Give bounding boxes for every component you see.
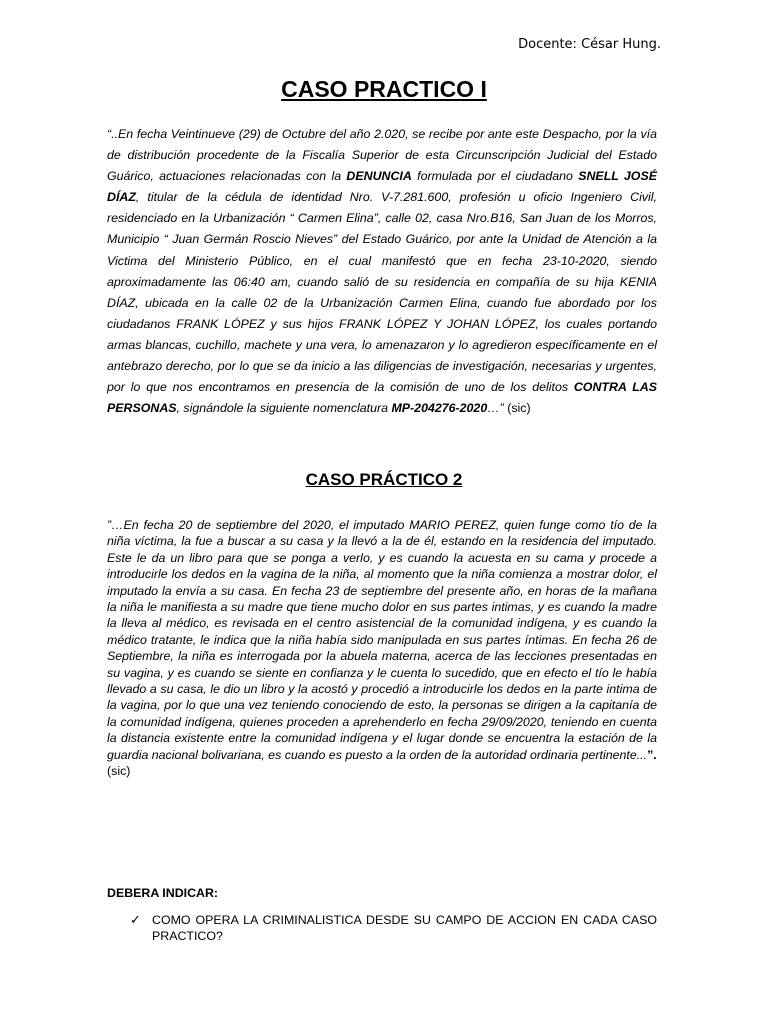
case1-text: “..En fecha Veintinueve (29) de Octubre del año 2.020, se recibe por ante este Despacho, por la vía de distribución procedente de la Fiscalía Superior de esta Circunscripción Judicial del Estado Guárico, actuaciones relacionadas con la — [107, 127, 657, 184]
case1-emphasis: MP-204276-2020 — [391, 401, 488, 416]
case1-text: …” — [487, 401, 504, 416]
case2-closing: ”. — [647, 747, 657, 762]
teacher-name: Docente: César Hung. — [518, 37, 661, 52]
case2-title: CASO PRÁCTICO 2 — [305, 470, 463, 489]
case1-title: CASO PRACTICO I — [281, 76, 487, 102]
case1-emphasis: DENUNCIA — [346, 169, 412, 184]
case2-body: ”…En fecha 20 de septiembre del 2020, el imputado MARIO PEREZ, quien funge como tío de la niña víctima, la fue a buscar a su casa y la llevó a la de él, estando en la residencia del imputado. Este le da un libro para que se ponga a verlo, y es cuando la acuesta en su cama y procede a introducirle los dedos en la vagina de la niña, al momento que la niña comienza a mostrar dolor, el imputado la envía a su casa. En fecha 23 de septiembre del presente año, en horas de la mañana la niña le manifiesta a su madre que tiene mucho dolor en sus partes intimas, y es cuando la madre la lleva al médico, es revisada en el centro asistencial de la comunidad indígena, y es cuando la médico tratante, le indica que la niña había sido manipulada en sus partes íntimas. En fecha 26 de Septiembre, la niña es interrogada por la abuela materna, acerca de las lecciones presentadas en su vagina, y es cuando se siente en confianza y le cuenta lo sucedido, que en efecto el tío le había llevado a su casa, le dio un libro y la acostó y procedió a introducirle los dedos en la parte intima de la vagina, por lo que una vez teniendo conociendo de esto, la personas se dirigen a la capitanía de la comunidad indígena, quienes proceden a aprehenderlo en fecha 29/09/2020, teniendo en cuenta la distancia existente entre la comunidad indígena y el lugar donde se encuentra la estación de la guardia nacional bolivariana, es cuando es puesto a la orden de la autoridad ordinaria pertinente... — [107, 518, 657, 762]
checkmark-icon: ✓ — [130, 912, 141, 927]
case1-text: formulada por el ciudadano — [411, 169, 579, 184]
requirement-text: COMO OPERA LA CRIMINALISTICA DESDE SU CAMPO DE ACCION EN CADA CASO PRACTICO? — [152, 913, 657, 944]
case2-sic: (sic) — [107, 764, 131, 779]
case1-paragraph — [107, 124, 657, 419]
requirement-item — [130, 912, 657, 945]
case1-text: , titular de la cédula de identidad Nro. V-7.281.600, profesión u oficio Ingeniero Civil, residenciado en la Urbanización “ Carmen Elina”, calle 02, casa Nro.B16, San Juan de los Morros, Municipio “ Juan Germán Roscio Nieves” del Estado Guárico, por ante la Unidad de Atención a la Victima del Ministerio Público, en el cual manifestó que en fecha 23-10-2020, siendo aproximadamente las 06:40 am, cuando salió de su residencia en compañía de su hija KENIA DÍAZ, ubicada en la calle 02 de la Urbanización Carmen Elina, cuando fue abordado por los ciudadanos FRANK LÓPEZ y sus hijos FRANK LÓPEZ Y JOHAN LÓPEZ, los cuales portando armas blancas, cuchillo, machete y una vera, lo amenazaron y lo agredieron específicamente en el antebrazo derecho, por lo que se da inicio a las diligencias de investigación, necesarias y urgentes, por lo que nos encontramos en presencia de la comisión de uno de los delitos — [107, 190, 657, 395]
case1-emphasis: CONTRA LAS PERSONAS — [107, 380, 657, 416]
requirements-heading: DEBERA INDICAR: — [107, 886, 219, 900]
case1-emphasis: SNELL JOSÉ DÍAZ — [107, 169, 657, 205]
case1-text: , signándole la siguiente nomenclatura — [176, 401, 392, 416]
case1-sic: (sic) — [503, 401, 531, 416]
case2-paragraph — [107, 517, 657, 780]
